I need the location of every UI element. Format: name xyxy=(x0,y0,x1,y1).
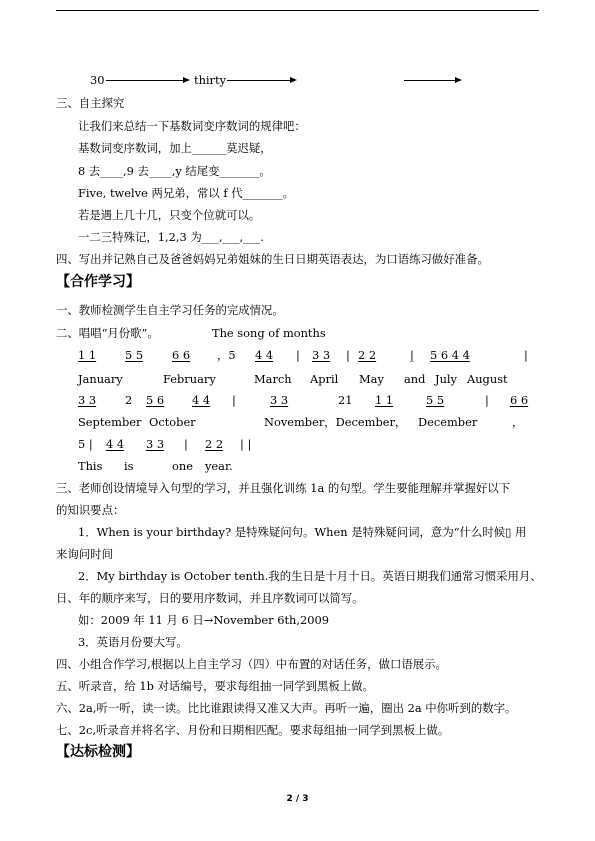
cardinal-30: 30 xyxy=(90,73,105,87)
rule-line-3: Five, twelve 两兄弟，常以 f 代_______。 xyxy=(78,186,294,200)
arrow-1 xyxy=(106,80,188,81)
song-note: 2 2 xyxy=(205,437,224,451)
song-note: 1 1 xyxy=(375,393,394,407)
song-word: one xyxy=(172,459,193,473)
point-3: 3．英语月份要大写。 xyxy=(78,635,188,649)
month-label: September xyxy=(78,415,142,429)
song-note: | xyxy=(184,437,188,451)
song-note: 5 | xyxy=(78,437,93,451)
song-note: 4 4 xyxy=(106,437,125,451)
song-word: year. xyxy=(205,459,233,473)
song-note: 5 6 xyxy=(146,393,165,407)
bar-line: | xyxy=(346,348,350,362)
month-label: April xyxy=(310,372,339,386)
point-2b: 日、年的顺序来写，日的要用序数词，并且序数词可以简写。 xyxy=(56,591,364,605)
song-note: | xyxy=(410,348,414,362)
point-1b: 来询问时间 xyxy=(56,547,113,561)
song-note: 6 6 xyxy=(510,393,529,407)
rule-line-2: 8 去____,9 去____,y 结尾变_______。 xyxy=(78,164,271,178)
rule-line-4: 若是遇上几十几，只变个位就可以。 xyxy=(78,208,261,222)
section-3-title: 三、自主探究 xyxy=(56,96,125,110)
ordinal-thirty: thirty xyxy=(194,73,227,87)
heading-assessment: 【达标检测】 xyxy=(56,744,140,760)
month-label: January xyxy=(78,372,123,386)
song-note: | xyxy=(232,393,236,407)
section-4-text: 四、写出并记熟自己及爸爸妈妈兄弟姐妹的生日日期英语表达，为口语练习做好准备。 xyxy=(56,252,489,266)
song-note: 21 xyxy=(338,393,353,407)
arrow-2 xyxy=(227,80,295,81)
song-word: This xyxy=(78,459,103,473)
item-4: 四、小组合作学习,根据以上自主学习（四）中布置的对话任务，做口语展示。 xyxy=(56,657,447,671)
song-note: 5 5 xyxy=(426,393,445,407)
month-label: December xyxy=(418,415,478,429)
rule-intro: 让我们来总结一下基数词变序数词的规律吧： xyxy=(78,119,306,133)
page-number: 2 / 3 xyxy=(286,794,309,804)
example-date: 如：2009 年 11 月 6 日→November 6th,2009 xyxy=(78,613,330,627)
song-note: 3 3 xyxy=(270,393,289,407)
arrow-3 xyxy=(404,80,460,81)
bar-line: | xyxy=(296,348,300,362)
sec3b-line-2: 的知识要点： xyxy=(56,503,125,517)
song-note: 5 6 4 4 xyxy=(430,348,470,362)
song-note: | | xyxy=(240,437,252,451)
month-label: November，December， xyxy=(264,415,407,429)
item-5: 五、听录音，给 1b 对话编号，要求每组抽一同学到黑板上做。 xyxy=(56,679,374,693)
point-2a: 2．My birthday is October tenth.我的生日是十月十日。英语日期我们通常习惯采用月、 xyxy=(78,569,542,583)
song-note: | xyxy=(485,393,489,407)
month-label: October xyxy=(149,415,196,429)
song-note: 5 5 xyxy=(125,348,144,362)
month-label: and xyxy=(404,372,426,386)
month-label: July xyxy=(435,372,457,386)
song-note: 6 6 xyxy=(172,348,191,362)
rule-line-1: 基数词变序数词，加上______莫迟疑， xyxy=(78,141,272,155)
song-note: 3 3 xyxy=(78,393,97,407)
header-rule xyxy=(56,10,539,11)
song-note: 4 4 xyxy=(192,393,211,407)
song-note: 1 1 xyxy=(78,348,97,362)
song-note: | xyxy=(524,348,528,362)
sec3b-line-1: 三、老师创设情境导入句型的学习，并且强化训练 1a 的句型。学生要能理解并掌握好以下 xyxy=(56,481,511,495)
point-1a: 1．When is your birthday? 是特殊疑问句。When 是特殊疑问词，意为“什么时候▯ 用 xyxy=(78,525,527,539)
item-7: 七、2c,听录音并将名字、月份和日期相匹配。要求每组抽一同学到黑板上做。 xyxy=(56,723,450,737)
song-note: 2 2 xyxy=(358,348,377,362)
song-note: ，5 xyxy=(217,348,236,362)
song-title: The song of months xyxy=(212,326,326,340)
coop-item-2: 二、唱唱“月份歌”。 xyxy=(56,326,159,340)
month-label: ， xyxy=(512,415,524,429)
month-label: March xyxy=(254,372,292,386)
song-word: is xyxy=(124,459,134,473)
song-note: 4 4 xyxy=(255,348,274,362)
heading-cooperative-learning: 【合作学习】 xyxy=(56,274,140,290)
month-label: August xyxy=(467,372,508,386)
song-note: 3 3 xyxy=(312,348,331,362)
coop-item-1: 一、教师检测学生自主学习任务的完成情况。 xyxy=(56,303,284,317)
song-note: 3 3 xyxy=(146,437,165,451)
rule-line-5: 一二三特殊记，1,2,3 为___,___,___. xyxy=(78,230,264,244)
month-label: February xyxy=(163,372,216,386)
item-6: 六、2a,听一听，读一读。比比谁跟读得又准又大声。再听一遍，圈出 2a 中你听到的数字。 xyxy=(56,701,517,715)
month-label: May xyxy=(359,372,384,386)
song-note: 2 xyxy=(125,393,133,407)
